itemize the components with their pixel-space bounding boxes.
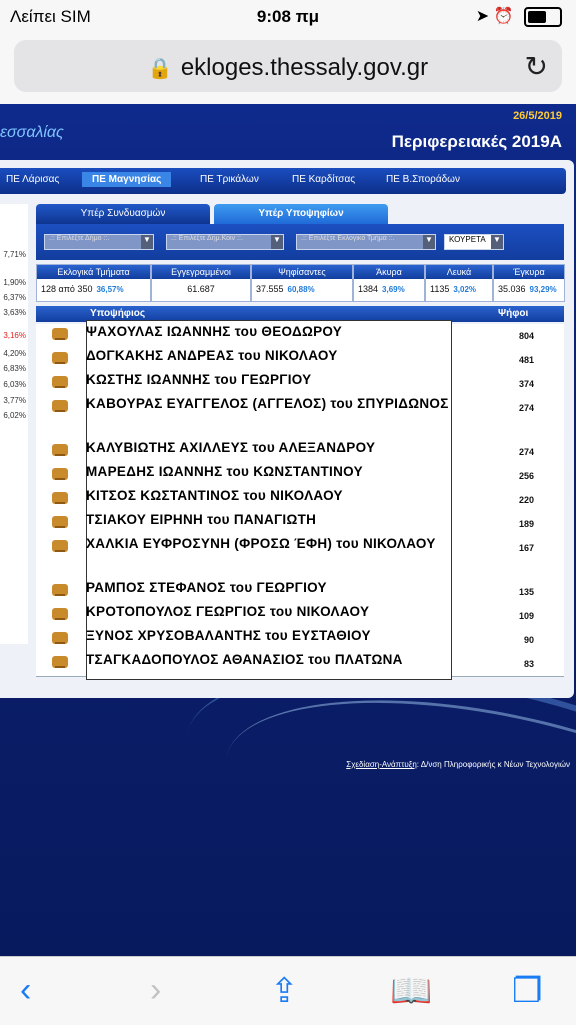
candidate-votes: 481: [518, 355, 534, 365]
select-value: .:: Επιλέξτε Δήμο ::.: [49, 235, 110, 242]
stat-value: 1384: [358, 284, 379, 294]
browser-toolbar: [0, 956, 576, 1025]
filter-bar: [36, 224, 564, 260]
stat-percent: 36,57%: [96, 285, 124, 294]
candidate-name: [86, 320, 450, 343]
page-title: Περιφερειακές 2019Α: [391, 132, 562, 151]
candidate-votes: 374: [518, 379, 534, 389]
address-bar: [0, 34, 576, 104]
candidate-name: [86, 508, 450, 531]
column-votes: Ψήφοι: [498, 308, 529, 319]
footer-link[interactable]: Σχεδίαση-Ανάπτυξη: [346, 760, 417, 769]
stat-label: Εκλογικά Τμήματα: [37, 265, 150, 279]
chevron-down-icon: ▼: [271, 235, 283, 249]
chevron-down-icon: ▼: [141, 235, 153, 249]
candidate-name-text: ΚΑΛΥΒΙΩΤΗΣ ΑΧΙΛΛΕΥΣ του ΑΛΕΞΑΝΔΡΟΥ: [86, 440, 376, 455]
tab-larisa[interactable]: ΠΕ Λάρισας: [6, 174, 60, 185]
party-logo-icon: [52, 328, 68, 340]
alarm-icon: ⏰: [493, 8, 514, 25]
stat-value: 37.555: [256, 284, 284, 294]
footer-credit: [346, 760, 570, 769]
stat-value: 128 από 350: [41, 284, 93, 294]
stat-value: 35.036: [498, 284, 526, 294]
clock: 9:08 πμ: [256, 7, 320, 26]
unit-select[interactable]: [166, 234, 284, 250]
party-logo-icon: [52, 444, 68, 456]
carrier-label: Λείπει SIM: [10, 7, 91, 26]
candidate-name: [86, 484, 450, 507]
stat-percent: 3,69%: [382, 285, 405, 294]
party-logo-icon: [52, 516, 68, 528]
stat-percent: 93,29%: [529, 285, 557, 294]
candidate-name: [86, 576, 450, 599]
candidate-name-text: ΚΩΣΤΗΣ ΙΩΑΝΝΗΣ του ΓΕΩΡΓΙΟΥ: [86, 372, 312, 387]
percent-value: 1,90%: [3, 278, 26, 287]
candidate-name: [86, 532, 450, 555]
stat-invalid: [353, 264, 425, 302]
party-select[interactable]: [444, 234, 504, 250]
candidate-name: [86, 600, 450, 623]
candidate-name: [86, 460, 450, 483]
municipality-select[interactable]: [44, 234, 154, 250]
tab-candidates[interactable]: Υπέρ Υποψηφίων: [214, 204, 388, 224]
select-value: .:: Επιλέξτε Εκλογικό Τμήμα ::.: [301, 235, 395, 242]
stat-label: Έγκυρα: [494, 265, 564, 279]
date-label: 26/5/2019: [513, 110, 562, 122]
tab-parties[interactable]: Υπέρ Συνδυασμών: [36, 204, 210, 224]
party-logo-icon: [52, 376, 68, 388]
status-icons: [476, 6, 562, 27]
candidate-name-text: ΡΑΜΠΟΣ ΣΤΕΦΑΝΟΣ του ΓΕΩΡΓΙΟΥ: [86, 580, 327, 595]
site-brand: εσσαλίας: [0, 124, 64, 141]
candidate-name-text: ΚΡΟΤΟΠΟΥΛΟΣ ΓΕΩΡΓΙΟΣ του ΝΙΚΟΛΑΟΥ: [86, 604, 370, 619]
stat-label: Άκυρα: [354, 265, 424, 279]
share-icon[interactable]: ⇪: [270, 972, 299, 1010]
stat-voted: [251, 264, 353, 302]
stat-valid: [493, 264, 565, 302]
reload-icon[interactable]: ↻: [524, 51, 548, 82]
tab-sporades[interactable]: ΠΕ Β.Σποράδων: [386, 174, 460, 185]
percent-value: 6,37%: [3, 293, 26, 302]
candidate-votes: 135: [518, 587, 534, 597]
column-candidate: Υποψήφιος: [90, 308, 146, 319]
footer-text: : Δ/νση Πληροφορικής κ Νέων Τεχνολογιών: [416, 760, 570, 769]
lock-icon: 🔒: [147, 58, 173, 80]
candidate-votes: 109: [518, 611, 534, 621]
bookmarks-icon[interactable]: 📖: [390, 972, 433, 1010]
party-logo-icon: [52, 492, 68, 504]
select-value: ΚΟΥΡΕΤΑ: [449, 235, 486, 244]
percent-value: 3,16%: [3, 331, 26, 340]
tab-trikala[interactable]: ΠΕ Τρικάλων: [200, 174, 259, 185]
percent-value: 7,71%: [3, 250, 26, 259]
region-tabs: [0, 168, 566, 194]
stat-registered: [151, 264, 251, 302]
stat-blank: [425, 264, 493, 302]
candidate-name-text: ΚΙΤΣΟΣ ΚΩΣΤΑΝΤΙΝΟΣ του ΝΙΚΟΛΑΟΥ: [86, 488, 343, 503]
candidate-name-text: ΚΑΒΟΥΡΑΣ ΕΥΑΓΓΕΛΟΣ (ΑΓΓΕΛΟΣ) του ΣΠΥΡΙΔΩΝΟΣ: [86, 396, 449, 411]
back-icon[interactable]: ‹: [20, 971, 32, 1009]
section-select[interactable]: [296, 234, 436, 250]
candidate-votes: 804: [518, 331, 534, 341]
party-logo-icon: [52, 352, 68, 364]
stat-label: Λευκά: [426, 265, 492, 279]
party-logo-icon: [52, 400, 68, 412]
location-icon: ➤: [475, 8, 490, 25]
tab-magnisia[interactable]: ΠΕ Μαγνησίας: [82, 172, 171, 187]
status-bar: [0, 0, 576, 34]
candidate-votes: 90: [523, 635, 534, 645]
candidate-name: [86, 392, 450, 415]
stat-percent: 60,88%: [287, 285, 315, 294]
candidate-votes: 256: [518, 471, 534, 481]
candidate-votes: 274: [518, 447, 534, 457]
stat-label: Εγγεγραμμένοι: [152, 265, 250, 279]
web-page: [0, 104, 576, 956]
results-panel: [0, 160, 574, 769]
forward-icon[interactable]: ›: [150, 971, 162, 1009]
select-value: .:: Επιλέξτε Δημ.Κοιν ::.: [171, 235, 243, 242]
candidate-name-text: ΔΟΓΚΑΚΗΣ ΑΝΔΡΕΑΣ του ΝΙΚΟΛΑΟΥ: [86, 348, 338, 363]
party-logo-icon: [52, 540, 68, 552]
candidate-name-text: ΜΑΡΕΔΗΣ ΙΩΑΝΝΗΣ του ΚΩΝΣΤΑΝΤΙΝΟΥ: [86, 464, 363, 479]
chevron-down-icon: ▼: [423, 235, 435, 249]
stat-label: Ψηφίσαντες: [252, 265, 352, 279]
percent-value: 6,03%: [3, 380, 26, 389]
percent-value: 3,63%: [3, 308, 26, 317]
stats-row: [36, 264, 564, 300]
candidate-name-text: ΤΣΑΓΚΑΔΟΠΟΥΛΟΣ ΑΘΑΝΑΣΙΟΣ του ΠΛΑΤΩΝΑ: [86, 652, 403, 667]
percent-value: 4,20%: [3, 349, 26, 358]
party-logo-icon: [52, 468, 68, 480]
candidate-name-text: ΨΑΧΟΥΛΑΣ ΙΩΑΝΝΗΣ του ΘΕΟΔΩΡΟΥ: [86, 324, 343, 339]
candidate-name-text: ΤΣΙΑΚΟΥ ΕΙΡΗΝΗ του ΠΑΝΑΓΙΩΤΗ: [86, 512, 317, 527]
candidate-name: [86, 436, 450, 459]
candidate-name-text: ΧΑΛΚΙΑ ΕΥΦΡΟΣΥΝΗ (ΦΡΟΣΩ ΈΦΗ) του ΝΙΚΟΛΑΟΥ: [86, 536, 436, 551]
candidate-name-text: ΞΥΝΟΣ ΧΡΥΣΟΒΑΛΑΝΤΗΣ του ΕΥΣΤΑΘΙΟΥ: [86, 628, 371, 643]
candidate-name: [86, 648, 450, 671]
candidate-name: [86, 344, 450, 367]
tab-karditsa[interactable]: ΠΕ Καρδίτσας: [292, 174, 356, 185]
url-field[interactable]: [14, 40, 562, 92]
candidate-name: [86, 368, 450, 391]
percent-value: 6,02%: [3, 411, 26, 420]
stat-percent: 3,02%: [453, 285, 477, 294]
percent-value: 6,83%: [3, 364, 26, 373]
candidate-votes: 189: [518, 519, 534, 529]
party-logo-icon: [52, 656, 68, 668]
stat-value: 1135: [430, 284, 450, 294]
candidate-votes: 274: [518, 403, 534, 413]
candidate-votes: 83: [523, 659, 534, 669]
url-text: ekloges.thessaly.gov.gr: [180, 54, 429, 81]
candidate-votes: 167: [518, 543, 534, 553]
party-percent-column: [0, 204, 28, 644]
stat-value: 61.687: [187, 284, 215, 294]
tabs-icon[interactable]: ❐: [512, 972, 543, 1010]
stat-sections: [36, 264, 151, 302]
chevron-down-icon: ▼: [491, 235, 503, 249]
candidate-votes: 220: [518, 495, 534, 505]
candidate-name: [86, 624, 450, 647]
party-logo-icon: [52, 608, 68, 620]
battery-icon: [524, 7, 562, 27]
party-logo-icon: [52, 584, 68, 596]
percent-value: 3,77%: [3, 396, 26, 405]
party-logo-icon: [52, 632, 68, 644]
